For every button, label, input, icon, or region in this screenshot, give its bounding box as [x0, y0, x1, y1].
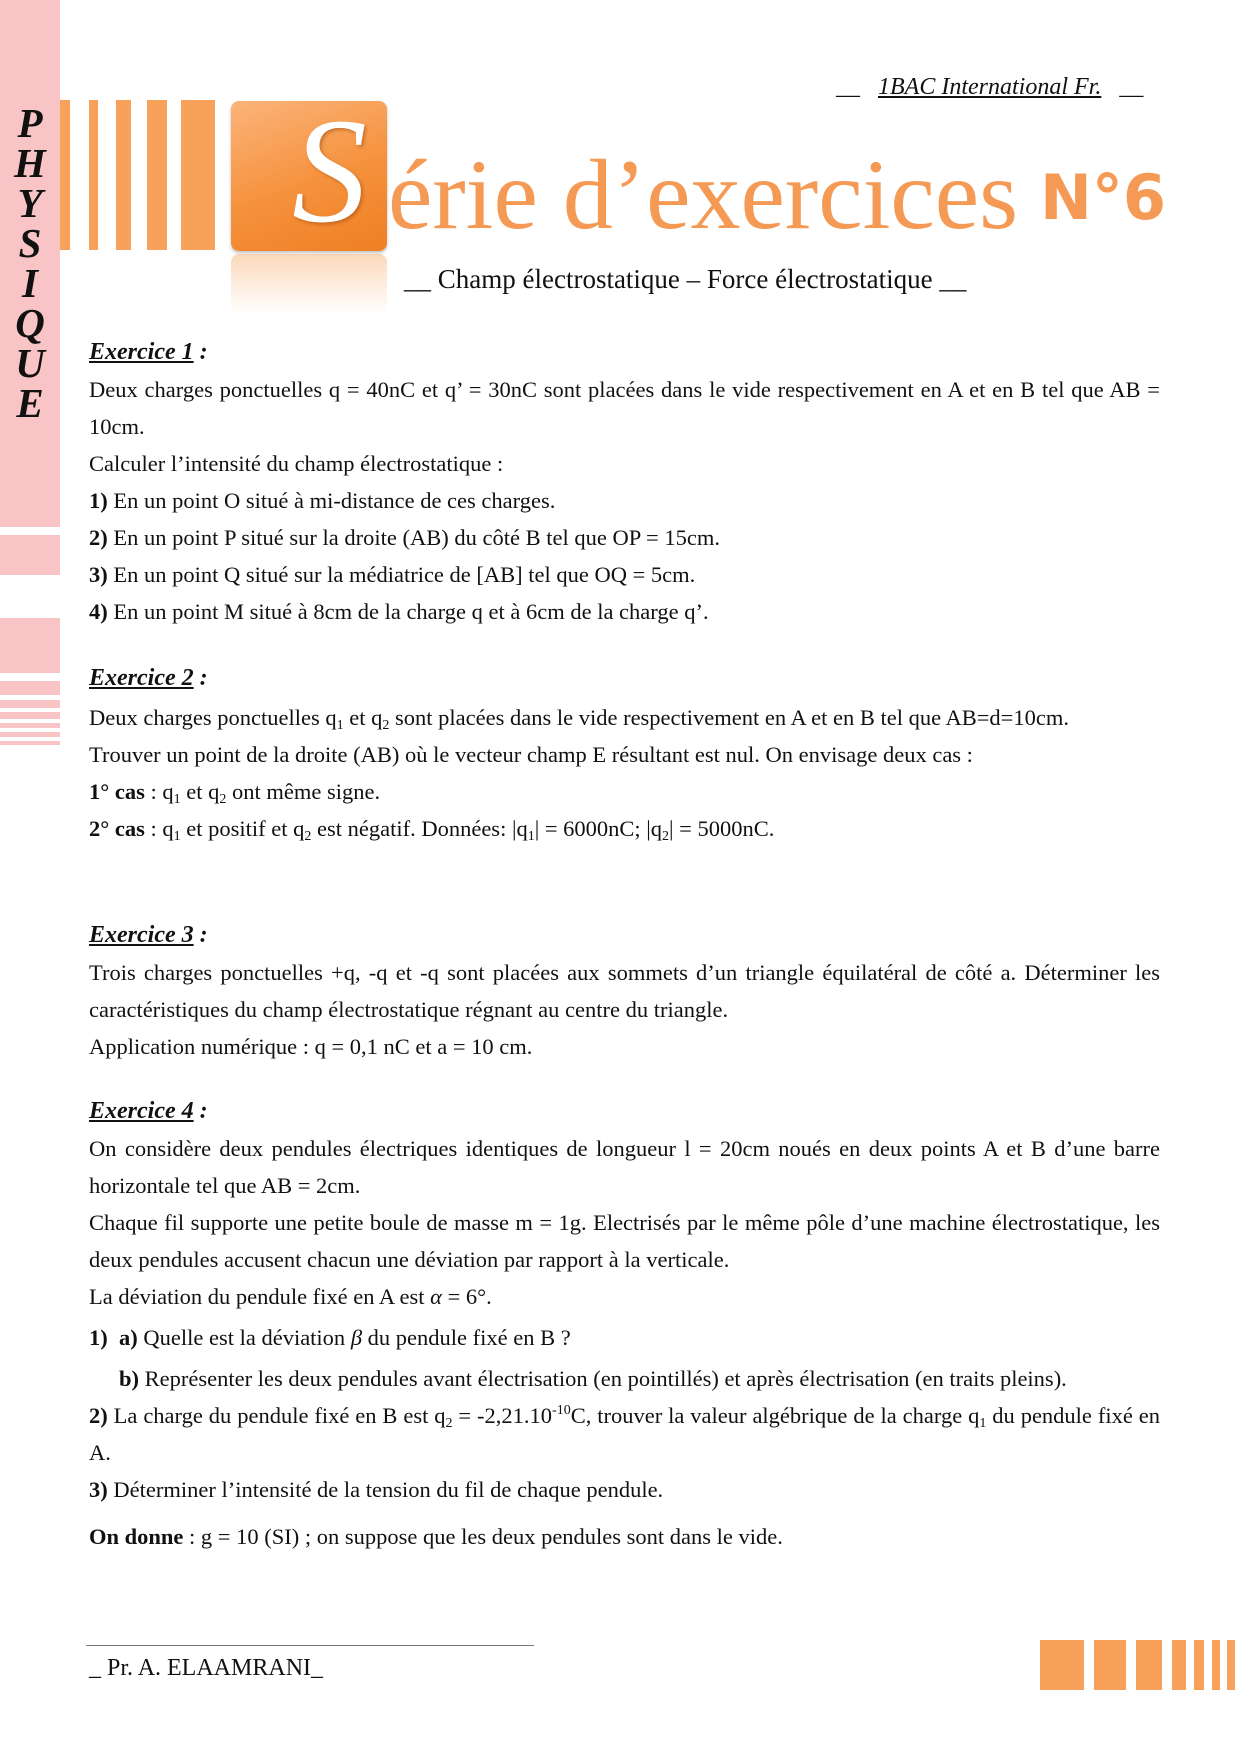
level-text: 1BAC International Fr. [878, 74, 1102, 100]
exercise-paragraph: Trouver un point de la droite (AB) où le vecteur champ E résultant est nul. On envisage deux cas : [89, 742, 973, 767]
text-run: Quelle est la déviation [137, 1325, 351, 1350]
exercise-title [89, 1093, 1160, 1130]
level-dash: __ [1119, 74, 1144, 100]
question [89, 556, 1160, 593]
exercise-paragraph: Calculer l’intensité du champ électrostatique : [89, 451, 504, 476]
exercise-4 [89, 1093, 1160, 1555]
exercise-title [89, 334, 1160, 371]
question-number: 1) [89, 1325, 108, 1350]
question-number: 1) [89, 488, 108, 513]
series-number: N°6 [1040, 161, 1167, 234]
question-number: 3) [89, 1477, 108, 1502]
sidebar-stripe [0, 618, 60, 673]
exercise-title-text: Exercice 1 [89, 339, 194, 365]
case-label: 2° cas [89, 816, 145, 841]
subscript: 1 [173, 829, 181, 844]
text-run: = -2,21.10 [452, 1403, 553, 1428]
beta-symbol: β [350, 1325, 363, 1350]
subject-letter: Q [15, 300, 45, 346]
page-subtitle: __ Champ électrostatique – Force électrostatique __ [404, 264, 967, 294]
sidebar-stripe [0, 681, 60, 695]
exercise-title-colon: : [193, 665, 208, 691]
subject-letter: I [22, 260, 38, 306]
exercise-title-text: Exercice 2 [89, 665, 194, 691]
footer-divider [86, 1645, 534, 1646]
subscript: 2 [445, 1416, 453, 1431]
subject-letter: S [18, 220, 42, 266]
question [89, 593, 1160, 630]
given-data [89, 1518, 1160, 1555]
exponent: -10 [552, 1403, 571, 1418]
text-run: : q [144, 816, 174, 841]
question-text: En un point M situé à 8cm de la charge q et à 6cm de la charge q’. [107, 599, 709, 624]
exercise-title-colon: : [193, 339, 208, 365]
title-initial: S [292, 88, 367, 254]
exercise-paragraph: Deux charges ponctuelles q = 40nC et q’ = 30nC sont placées dans le vide respectivement en A et en B tel que AB = 10cm. [89, 377, 1160, 439]
given-label: On donne [89, 1524, 184, 1549]
decor-bar [60, 100, 70, 250]
level-label [836, 74, 1143, 101]
decor-bar [181, 100, 215, 250]
decor-bar [1227, 1640, 1235, 1690]
level-dash: __ [836, 74, 860, 100]
subject-letter: E [16, 380, 44, 426]
text-run: Deux charges ponctuelles q [89, 705, 337, 730]
question [89, 1471, 1160, 1508]
text-run: du pendule fixé en B ? [362, 1325, 571, 1350]
decor-bar [1094, 1640, 1126, 1690]
sidebar-stripe [0, 741, 60, 745]
subscript: 1 [173, 792, 181, 807]
exercise-paragraph: Trois charges ponctuelles +q, -q et -q sont placées aux sommets d’un triangle équilatéral de côté a. Déterminer les caractéristiques du champ électrostatique régnant au centre du triangle. [89, 960, 1160, 1022]
exercise-title-text: Exercice 4 [89, 1098, 194, 1124]
text-run: | = 5000nC. [669, 816, 775, 841]
case-label: 1° cas [89, 779, 145, 804]
decor-bar [1172, 1640, 1186, 1690]
title-logo-reflection [231, 254, 387, 314]
exercise-paragraph: Application numérique : q = 0,1 nC et a = 10 cm. [89, 1034, 533, 1059]
subscript: 2 [662, 829, 670, 844]
text-run: La déviation du pendule fixé en A est [89, 1284, 431, 1309]
sidebar-stripe [0, 723, 60, 728]
question-number: 3) [89, 562, 108, 587]
sub-question-label: b) [119, 1366, 140, 1391]
text-run: Représenter les deux pendules avant électrisation (en pointillés) et après électrisation (en traits pleins). [139, 1366, 1067, 1391]
subject-letter: H [14, 140, 46, 186]
exercise-paragraph [89, 1278, 1160, 1315]
exercise-3 [89, 917, 1160, 1065]
text-run: = 6°. [441, 1284, 492, 1309]
decor-bar [116, 100, 131, 250]
subscript: 2 [304, 829, 312, 844]
exercise-paragraph: Chaque fil supporte une petite boule de masse m = 1g. Electrisés par le même pôle d’une machine électrostatique, les deux pendules accusent chacun une déviation par rapport à la verticale. [89, 1210, 1160, 1272]
page-title: érie d’exercices [388, 139, 1019, 250]
subject-label [0, 100, 60, 426]
subscript: 1 [336, 718, 344, 733]
subscript: 1 [527, 829, 535, 844]
decor-bar [1136, 1640, 1162, 1690]
question [89, 482, 1160, 519]
question-text: Déterminer l’intensité de la tension du fil de chaque pendule. [107, 1477, 664, 1502]
question-text: En un point P situé sur la droite (AB) du côté B tel que OP = 15cm. [107, 525, 720, 550]
text-run: du pendule fixé en A. [89, 1403, 1160, 1465]
question-text: En un point O situé à mi-distance de ces charges. [107, 488, 556, 513]
question [89, 519, 1160, 556]
text-run: ont même signe. [226, 779, 381, 804]
exercise-title [89, 917, 1160, 954]
text-run: est négatif. Données: |q [311, 816, 528, 841]
exercise-2 [89, 660, 1160, 847]
subscript: 2 [219, 792, 227, 807]
sub-question-label: a) [119, 1325, 138, 1350]
author-name: _ Pr. A. ELAAMRANI_ [89, 1655, 324, 1681]
case [89, 810, 1160, 847]
question-text: En un point Q situé sur la médiatrice de [AB] tel que OQ = 5cm. [107, 562, 696, 587]
decor-bar [1212, 1640, 1220, 1690]
subject-letter: U [15, 340, 45, 386]
exercise-title-colon: : [193, 1098, 208, 1124]
sidebar-stripe [0, 700, 60, 708]
exercise-title [89, 660, 1160, 697]
text-run: La charge du pendule fixé en B est q [107, 1403, 446, 1428]
question-number: 2) [89, 1403, 108, 1428]
question [89, 1360, 1160, 1397]
exercise-title-colon: : [193, 922, 208, 948]
sidebar-stripe [0, 732, 60, 737]
subject-letter: P [17, 100, 43, 146]
question [89, 1319, 1160, 1356]
sidebar-stripe [0, 535, 60, 575]
exercise-paragraph [89, 699, 1160, 736]
subscript: 1 [979, 1416, 987, 1431]
subscript: 2 [382, 718, 390, 733]
subject-letter: Y [17, 180, 43, 226]
text-run: : q [144, 779, 174, 804]
decor-bar [1040, 1640, 1084, 1690]
decor-bar [147, 100, 167, 250]
exercise-1 [89, 334, 1160, 630]
text-run: et q [343, 705, 383, 730]
text-run: C, trouver la valeur algébrique de la charge q [570, 1403, 980, 1428]
question-number: 4) [89, 599, 108, 624]
text-run: et q [180, 779, 220, 804]
exercise-paragraph: On considère deux pendules électriques identiques de longueur l = 20cm noués en deux points A et B d’une barre horizontale tel que AB = 2cm. [89, 1136, 1160, 1198]
alpha-symbol: α [430, 1284, 442, 1309]
text-run: et positif et q [180, 816, 305, 841]
text-run: | = 6000nC; |q [534, 816, 663, 841]
decor-bar [1194, 1640, 1204, 1690]
given-text: : g = 10 (SI) ; on suppose que les deux pendules sont dans le vide. [183, 1524, 783, 1549]
decor-bar [89, 100, 98, 250]
exercise-title-text: Exercice 3 [89, 922, 194, 948]
case [89, 773, 1160, 810]
text-run: sont placées dans le vide respectivement en A et en B tel que AB=d=10cm. [389, 705, 1069, 730]
question-number: 2) [89, 525, 108, 550]
question [89, 1397, 1160, 1471]
sidebar-stripe [0, 712, 60, 719]
